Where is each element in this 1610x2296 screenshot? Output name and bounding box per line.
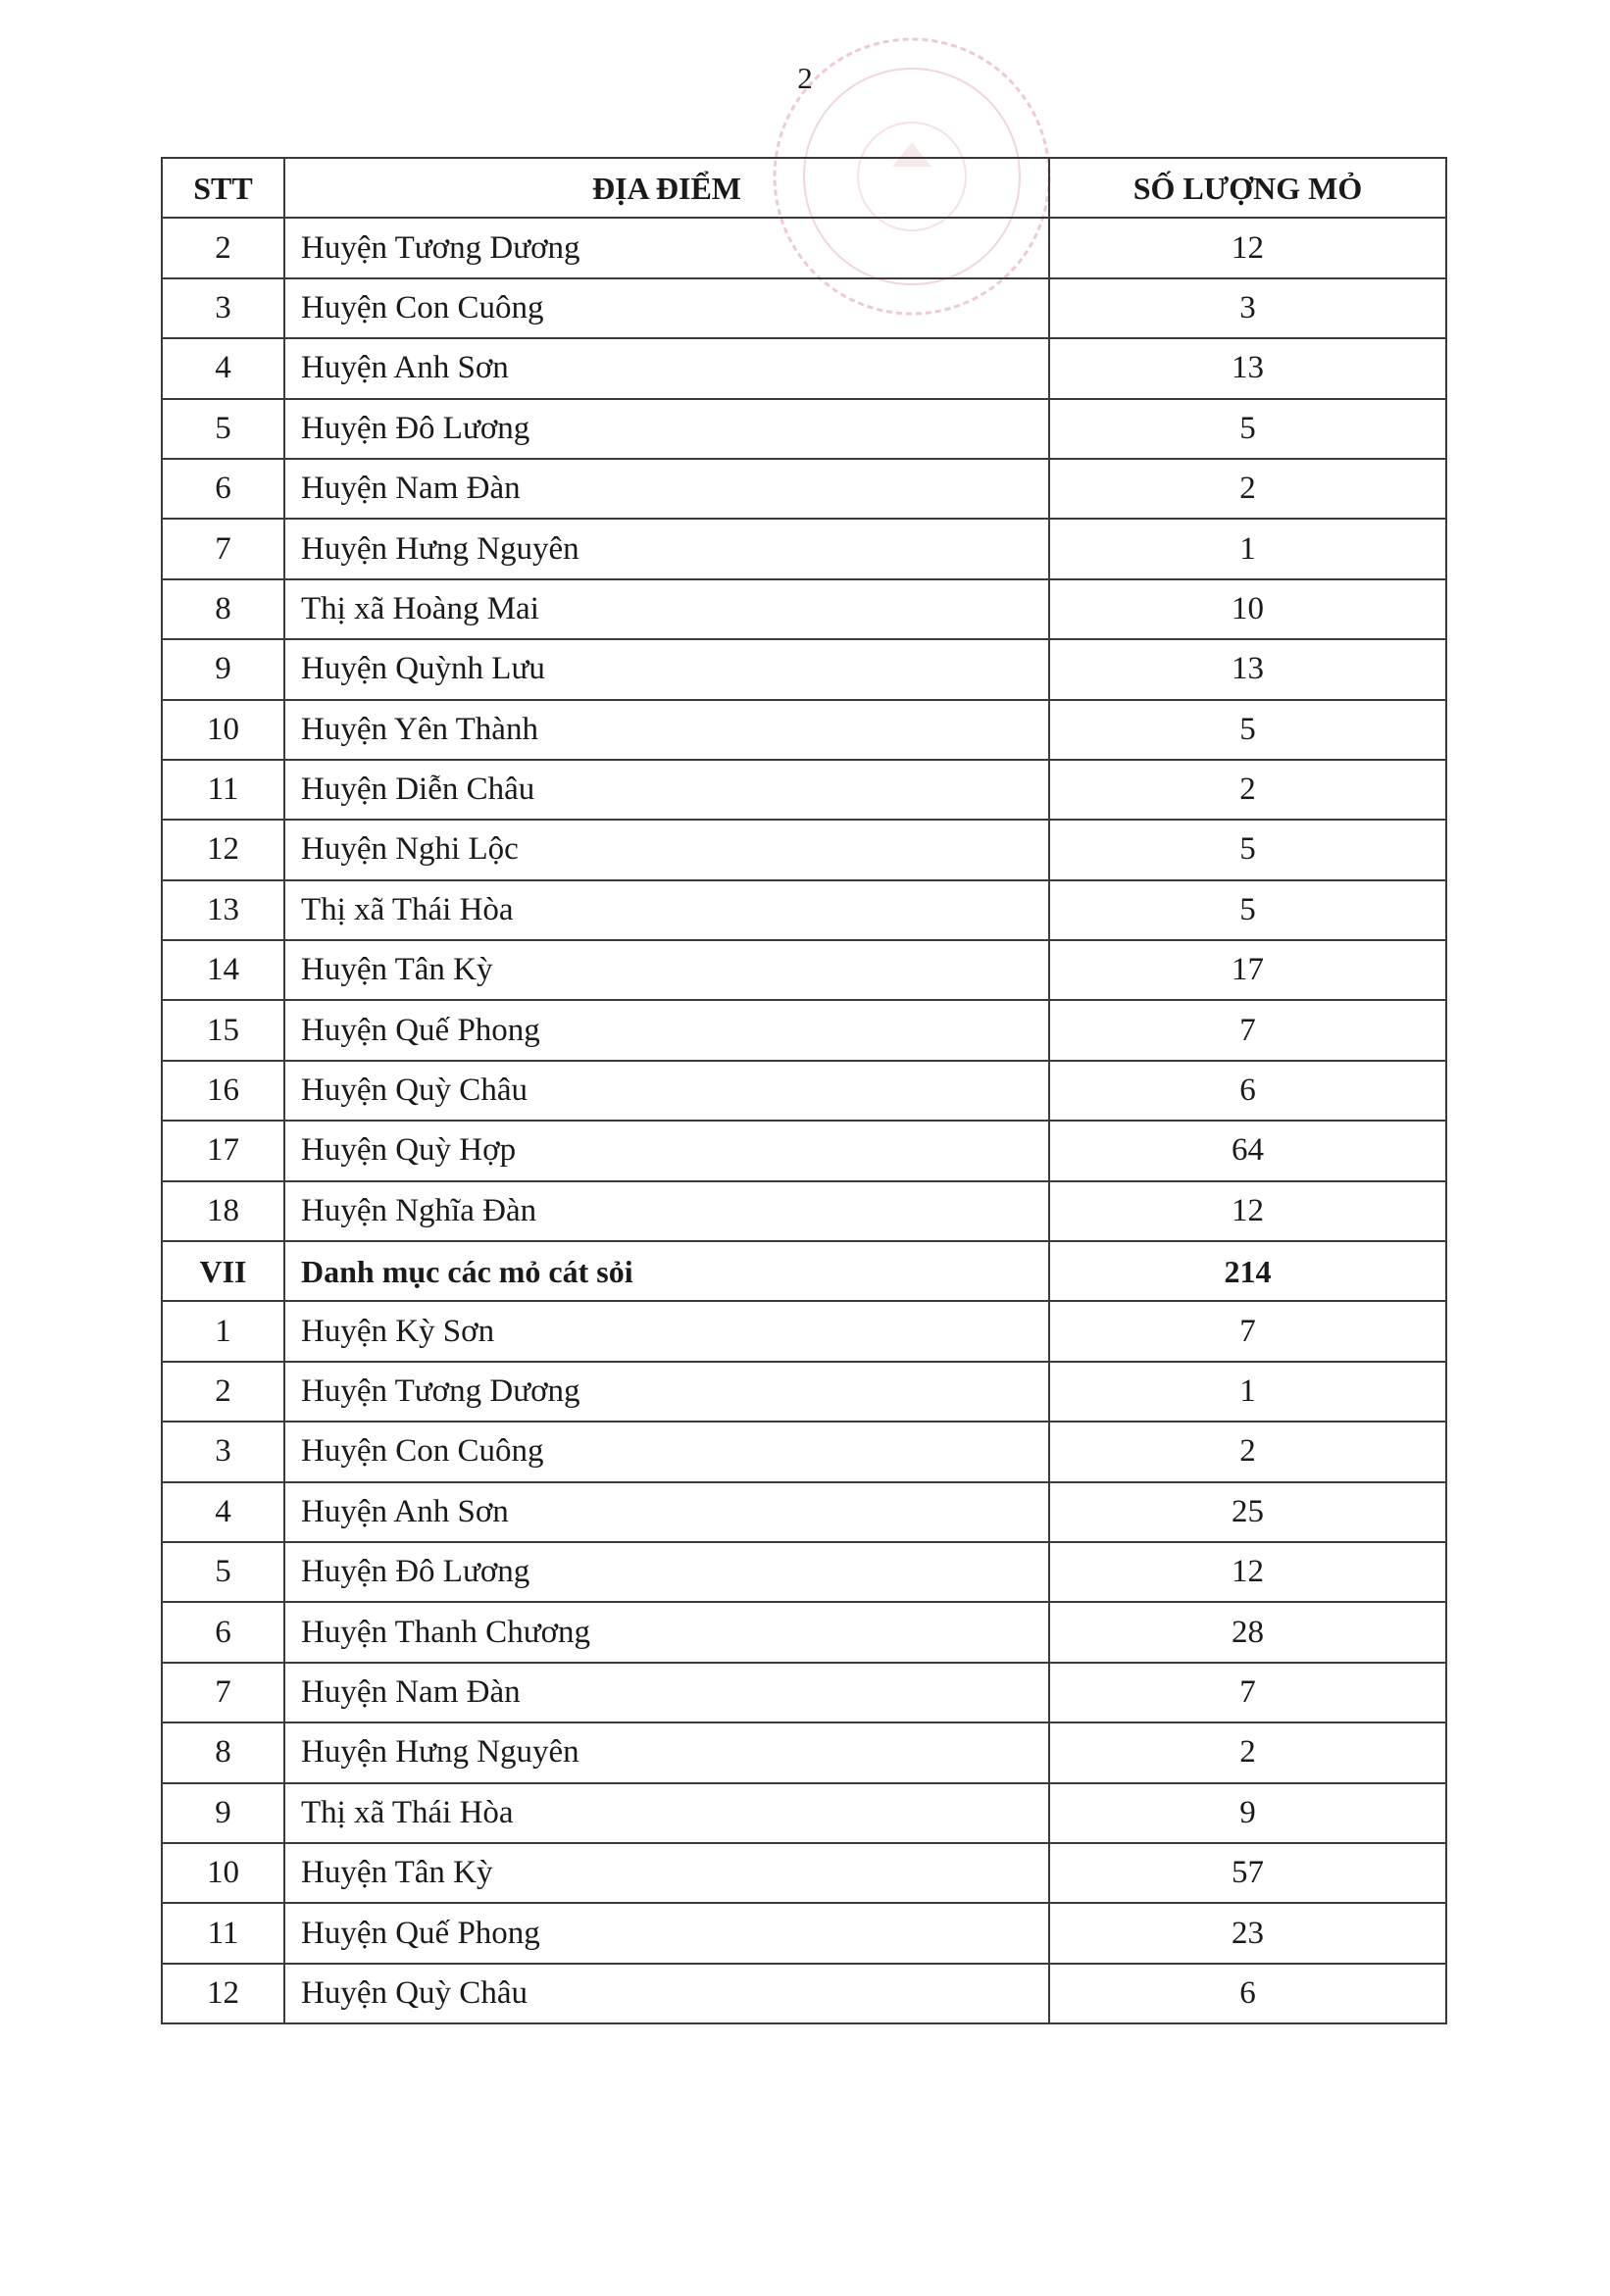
cell-quantity: 9 (1049, 1783, 1446, 1843)
cell-stt: 3 (162, 278, 284, 338)
table-row (162, 338, 1446, 398)
cell-quantity: 7 (1049, 1301, 1446, 1361)
cell-location: Thị xã Thái Hòa (284, 1783, 1049, 1843)
page-number: 2 (797, 61, 813, 95)
cell-stt: 11 (162, 760, 284, 820)
cell-stt: 8 (162, 1722, 284, 1782)
table-row (162, 278, 1446, 338)
table-body (162, 218, 1446, 2023)
section-row (162, 1241, 1446, 1301)
table-row (162, 519, 1446, 578)
cell-stt: 12 (162, 1964, 284, 2023)
cell-stt: 13 (162, 880, 284, 940)
cell-location: Huyện Con Cuông (284, 1422, 1049, 1481)
table-row (162, 700, 1446, 760)
table-row (162, 1000, 1446, 1060)
table-row (162, 1482, 1446, 1542)
cell-stt: VII (162, 1241, 284, 1301)
cell-location: Huyện Quế Phong (284, 1903, 1049, 1963)
cell-location: Thị xã Hoàng Mai (284, 579, 1049, 639)
cell-location: Huyện Yên Thành (284, 700, 1049, 760)
cell-location: Huyện Tân Kỳ (284, 1843, 1049, 1903)
cell-stt: 12 (162, 820, 284, 879)
cell-quantity: 7 (1049, 1663, 1446, 1722)
cell-location: Huyện Tương Dương (284, 1362, 1049, 1422)
table-header-row (162, 158, 1446, 218)
table-row (162, 1301, 1446, 1361)
table-row (162, 1843, 1446, 1903)
cell-location: Huyện Tân Kỳ (284, 940, 1049, 1000)
cell-stt: 14 (162, 940, 284, 1000)
cell-stt: 18 (162, 1181, 284, 1241)
cell-stt: 10 (162, 1843, 284, 1903)
cell-quantity: 12 (1049, 1181, 1446, 1241)
cell-quantity: 7 (1049, 1000, 1446, 1060)
cell-stt: 2 (162, 1362, 284, 1422)
cell-stt: 9 (162, 639, 284, 699)
table-row (162, 1061, 1446, 1121)
table-row (162, 1542, 1446, 1602)
cell-stt: 6 (162, 459, 284, 519)
cell-location: Huyện Quỳ Châu (284, 1061, 1049, 1121)
table-row (162, 639, 1446, 699)
cell-location: Huyện Kỳ Sơn (284, 1301, 1049, 1361)
cell-location: Huyện Quỳ Hợp (284, 1121, 1049, 1180)
cell-quantity: 2 (1049, 760, 1446, 820)
table-row (162, 1422, 1446, 1481)
cell-quantity: 23 (1049, 1903, 1446, 1963)
table-row (162, 1964, 1446, 2023)
cell-stt: 4 (162, 338, 284, 398)
cell-location: Danh mục các mỏ cát sỏi (284, 1241, 1049, 1301)
cell-stt: 1 (162, 1301, 284, 1361)
table-row (162, 760, 1446, 820)
header-quantity: SỐ LƯỢNG MỎ (1049, 158, 1446, 218)
cell-quantity: 1 (1049, 519, 1446, 578)
cell-quantity: 25 (1049, 1482, 1446, 1542)
cell-location: Huyện Nam Đàn (284, 1663, 1049, 1722)
cell-quantity: 5 (1049, 399, 1446, 459)
cell-stt: 7 (162, 1663, 284, 1722)
cell-stt: 2 (162, 218, 284, 277)
cell-location: Huyện Tương Dương (284, 218, 1049, 277)
cell-quantity: 13 (1049, 639, 1446, 699)
table-row (162, 1362, 1446, 1422)
cell-quantity: 2 (1049, 1422, 1446, 1481)
cell-quantity: 3 (1049, 278, 1446, 338)
table-row (162, 1181, 1446, 1241)
cell-stt: 5 (162, 1542, 284, 1602)
table-row (162, 820, 1446, 879)
cell-location: Huyện Nghi Lộc (284, 820, 1049, 879)
cell-location: Huyện Quỳnh Lưu (284, 639, 1049, 699)
cell-location: Huyện Con Cuông (284, 278, 1049, 338)
cell-quantity: 28 (1049, 1602, 1446, 1662)
cell-location: Huyện Anh Sơn (284, 1482, 1049, 1542)
cell-location: Huyện Anh Sơn (284, 338, 1049, 398)
cell-stt: 10 (162, 700, 284, 760)
table-row (162, 1121, 1446, 1180)
cell-quantity: 2 (1049, 459, 1446, 519)
table-row (162, 1602, 1446, 1662)
cell-quantity: 6 (1049, 1964, 1446, 2023)
cell-location: Huyện Hưng Nguyên (284, 519, 1049, 578)
cell-quantity: 214 (1049, 1241, 1446, 1301)
table-row (162, 1783, 1446, 1843)
cell-quantity: 17 (1049, 940, 1446, 1000)
table-row (162, 218, 1446, 277)
header-stt: STT (162, 158, 284, 218)
cell-quantity: 5 (1049, 700, 1446, 760)
cell-quantity: 2 (1049, 1722, 1446, 1782)
table-row (162, 1722, 1446, 1782)
cell-location: Huyện Đô Lương (284, 399, 1049, 459)
cell-stt: 3 (162, 1422, 284, 1481)
cell-stt: 16 (162, 1061, 284, 1121)
cell-quantity: 64 (1049, 1121, 1446, 1180)
table-row (162, 1903, 1446, 1963)
table-row (162, 579, 1446, 639)
cell-stt: 17 (162, 1121, 284, 1180)
cell-location: Huyện Diễn Châu (284, 760, 1049, 820)
cell-quantity: 57 (1049, 1843, 1446, 1903)
table-row (162, 399, 1446, 459)
cell-stt: 15 (162, 1000, 284, 1060)
cell-stt: 9 (162, 1783, 284, 1843)
cell-location: Huyện Đô Lương (284, 1542, 1049, 1602)
cell-quantity: 13 (1049, 338, 1446, 398)
cell-quantity: 10 (1049, 579, 1446, 639)
cell-stt: 5 (162, 399, 284, 459)
mine-count-table (161, 157, 1447, 2024)
header-location: ĐỊA ĐIỂM (284, 158, 1049, 218)
cell-stt: 8 (162, 579, 284, 639)
cell-quantity: 5 (1049, 820, 1446, 879)
cell-quantity: 12 (1049, 218, 1446, 277)
cell-quantity: 6 (1049, 1061, 1446, 1121)
cell-location: Huyện Hưng Nguyên (284, 1722, 1049, 1782)
cell-location: Huyện Nam Đàn (284, 459, 1049, 519)
cell-location: Huyện Nghĩa Đàn (284, 1181, 1049, 1241)
cell-location: Thị xã Thái Hòa (284, 880, 1049, 940)
cell-stt: 11 (162, 1903, 284, 1963)
cell-stt: 4 (162, 1482, 284, 1542)
cell-location: Huyện Quế Phong (284, 1000, 1049, 1060)
cell-location: Huyện Thanh Chương (284, 1602, 1049, 1662)
table-row (162, 880, 1446, 940)
table-row (162, 459, 1446, 519)
cell-quantity: 5 (1049, 880, 1446, 940)
table-row (162, 1663, 1446, 1722)
table-row (162, 940, 1446, 1000)
cell-quantity: 12 (1049, 1542, 1446, 1602)
cell-location: Huyện Quỳ Châu (284, 1964, 1049, 2023)
cell-stt: 6 (162, 1602, 284, 1662)
cell-quantity: 1 (1049, 1362, 1446, 1422)
cell-stt: 7 (162, 519, 284, 578)
